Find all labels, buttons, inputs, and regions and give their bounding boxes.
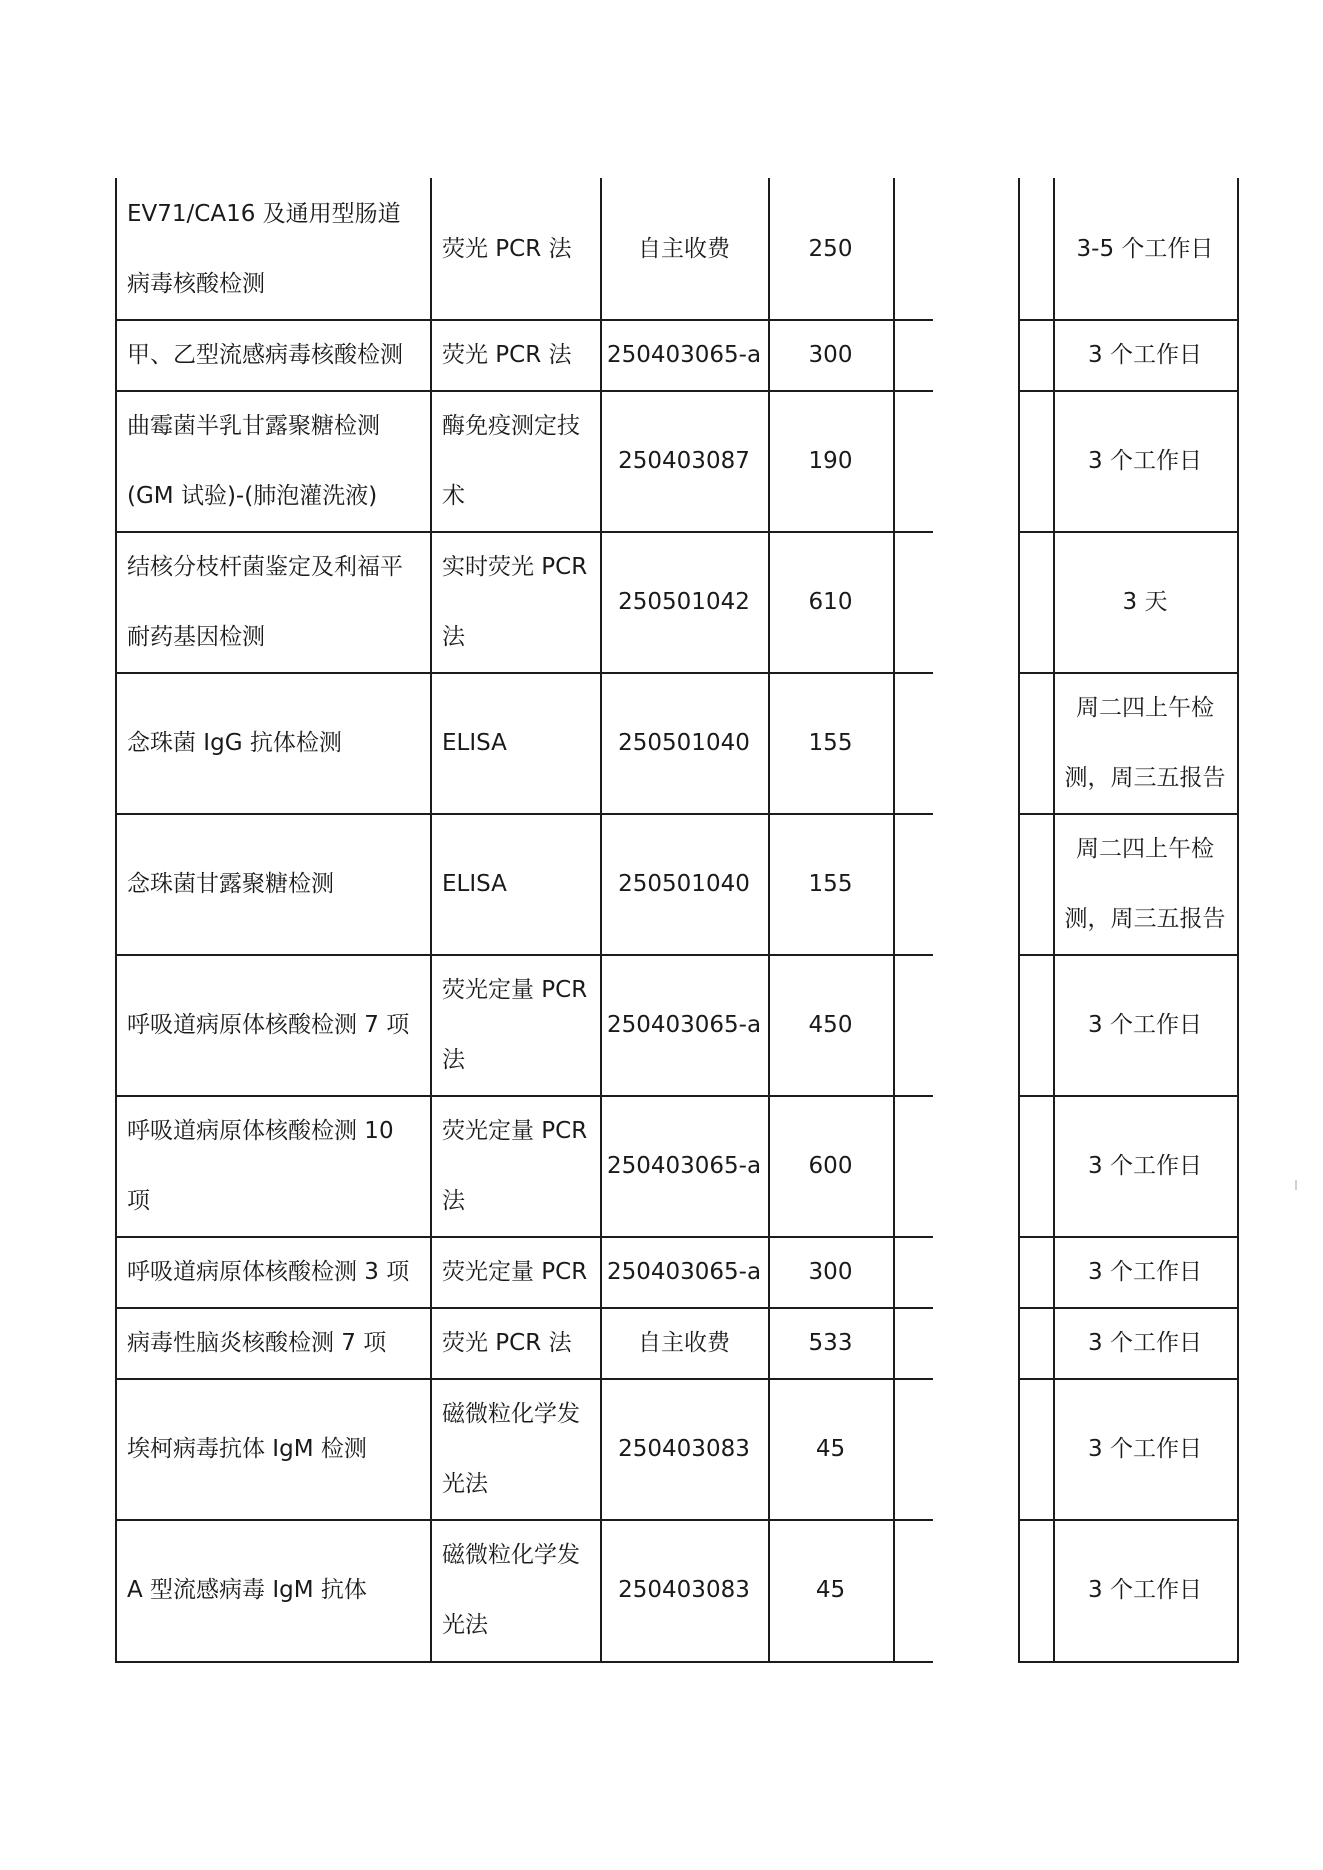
price-cell bbox=[768, 1236, 893, 1307]
column-rule bbox=[1018, 178, 1020, 1661]
item-name-cell-text: 曲霉菌半乳甘露聚糖检测(GM 试验)-(肺泡灌洗液) bbox=[127, 412, 380, 509]
method-cell-text: 荧光 PCR 法 bbox=[442, 341, 572, 368]
method-cell-text: 磁微粒化学发光法 bbox=[442, 1400, 580, 1497]
item-name-cell bbox=[115, 1378, 430, 1519]
fee-code-cell-text: 250501040 bbox=[618, 729, 750, 756]
turnaround-cell-text: 3 个工作日 bbox=[1088, 1011, 1202, 1038]
item-name-cell-text: 念珠菌 IgG 抗体检测 bbox=[127, 729, 342, 756]
row-rule bbox=[1018, 1661, 1239, 1663]
turnaround-cell-text: 3 个工作日 bbox=[1088, 1258, 1202, 1285]
fee-code-cell-text: 250403065-a bbox=[606, 1258, 762, 1285]
turnaround-cell bbox=[1053, 1236, 1237, 1307]
item-name-cell bbox=[115, 1307, 430, 1378]
method-cell bbox=[430, 319, 600, 390]
item-name-cell bbox=[115, 954, 430, 1095]
item-name-cell bbox=[115, 1236, 430, 1307]
method-cell-text: ELISA bbox=[442, 729, 507, 756]
turnaround-cell-text: 3 个工作日 bbox=[1088, 1577, 1202, 1603]
price-cell-text: 300 bbox=[808, 1258, 853, 1285]
price-cell bbox=[768, 672, 893, 813]
item-name-cell-text: 念珠菌甘露聚糖检测 bbox=[127, 870, 334, 897]
item-name-cell bbox=[115, 813, 430, 954]
price-cell bbox=[768, 1307, 893, 1378]
fee-code-cell bbox=[600, 672, 768, 813]
fee-code-cell-text: 250403065-a bbox=[606, 1152, 762, 1179]
item-name-cell bbox=[115, 1095, 430, 1236]
turnaround-cell-text: 3 天 bbox=[1122, 588, 1168, 615]
price-cell bbox=[768, 813, 893, 954]
price-cell-text: 155 bbox=[808, 729, 853, 756]
turnaround-cell bbox=[1053, 390, 1237, 531]
method-cell bbox=[430, 813, 600, 954]
turnaround-cell bbox=[1053, 1519, 1237, 1661]
item-name-cell bbox=[115, 672, 430, 813]
method-cell-text: 荧光 PCR 法 bbox=[442, 1329, 572, 1356]
item-name-cell-text: 结核分枝杆菌鉴定及利福平耐药基因检测 bbox=[127, 553, 403, 650]
method-cell-text: 实时荧光 PCR 法 bbox=[442, 553, 588, 650]
price-cell bbox=[768, 954, 893, 1095]
item-name-cell bbox=[115, 178, 430, 319]
item-name-cell-text: 呼吸道病原体核酸检测 3 项 bbox=[127, 1258, 410, 1285]
fee-code-cell bbox=[600, 1236, 768, 1307]
scan-speck bbox=[1295, 1180, 1297, 1190]
fee-code-cell bbox=[600, 954, 768, 1095]
item-name-cell bbox=[115, 319, 430, 390]
fee-code-cell-text: 250403065-a bbox=[606, 341, 762, 368]
price-cell-text: 155 bbox=[808, 870, 853, 897]
fee-code-cell-text: 自主收费 bbox=[638, 1329, 730, 1356]
method-cell bbox=[430, 1378, 600, 1519]
fee-code-cell bbox=[600, 390, 768, 531]
fee-code-cell-text: 250403065-a bbox=[606, 1011, 762, 1038]
turnaround-cell bbox=[1053, 954, 1237, 1095]
column-rule bbox=[1237, 178, 1239, 1661]
method-cell bbox=[430, 178, 600, 319]
item-name-cell bbox=[115, 531, 430, 672]
method-cell-text: 荧光定量 PCR 法 bbox=[442, 976, 588, 1073]
fee-code-cell-text: 自主收费 bbox=[638, 235, 730, 262]
method-cell-text: 酶免疫测定技术 bbox=[442, 412, 580, 509]
fee-code-cell-text: 250403083 bbox=[618, 1577, 750, 1603]
turnaround-cell bbox=[1053, 319, 1237, 390]
method-cell-text: 荧光 PCR 法 bbox=[442, 235, 572, 262]
price-cell-text: 450 bbox=[808, 1011, 853, 1038]
item-name-cell-text: 呼吸道病原体核酸检测 10 项 bbox=[127, 1117, 394, 1214]
fee-code-cell bbox=[600, 1307, 768, 1378]
price-cell bbox=[768, 1095, 893, 1236]
price-cell bbox=[768, 531, 893, 672]
turnaround-cell-text: 周二四上午检测，周三五报告 bbox=[1064, 694, 1226, 791]
item-name-cell-text: 埃柯病毒抗体 IgM 检测 bbox=[127, 1435, 367, 1462]
price-cell-text: 300 bbox=[808, 341, 853, 368]
fee-code-cell bbox=[600, 319, 768, 390]
method-cell-text: ELISA bbox=[442, 870, 507, 897]
item-name-cell bbox=[115, 1519, 430, 1661]
fee-code-cell bbox=[600, 1378, 768, 1519]
method-cell bbox=[430, 390, 600, 531]
method-cell bbox=[430, 1236, 600, 1307]
turnaround-cell bbox=[1053, 672, 1237, 813]
price-cell-text: 533 bbox=[808, 1329, 853, 1356]
turnaround-cell bbox=[1053, 531, 1237, 672]
item-name-cell-text: A 型流感病毒 IgM 抗体 bbox=[127, 1577, 367, 1603]
fee-code-cell bbox=[600, 1519, 768, 1661]
price-cell-text: 250 bbox=[808, 235, 853, 262]
fee-code-cell bbox=[600, 1095, 768, 1236]
method-cell bbox=[430, 672, 600, 813]
item-name-cell-text: 呼吸道病原体核酸检测 7 项 bbox=[127, 1011, 410, 1038]
price-cell bbox=[768, 319, 893, 390]
fee-code-cell bbox=[600, 813, 768, 954]
item-name-cell-text: 甲、乙型流感病毒核酸检测 bbox=[127, 341, 403, 368]
price-cell bbox=[768, 390, 893, 531]
price-cell-text: 610 bbox=[808, 588, 853, 615]
item-name-cell-text: EV71/CA16 及通用型肠道病毒核酸检测 bbox=[127, 200, 401, 297]
price-cell-text: 45 bbox=[815, 1435, 846, 1462]
fee-code-cell-text: 250403087 bbox=[618, 447, 750, 474]
method-cell bbox=[430, 954, 600, 1095]
item-name-cell-text: 病毒性脑炎核酸检测 7 项 bbox=[127, 1329, 387, 1356]
turnaround-cell-text: 3 个工作日 bbox=[1088, 1435, 1202, 1462]
turnaround-cell-text: 3-5 个工作日 bbox=[1076, 235, 1214, 262]
turnaround-cell bbox=[1053, 1307, 1237, 1378]
turnaround-cell bbox=[1053, 813, 1237, 954]
fee-code-cell bbox=[600, 531, 768, 672]
turnaround-cell-text: 周二四上午检测，周三五报告 bbox=[1064, 835, 1226, 932]
method-cell bbox=[430, 1095, 600, 1236]
fee-code-cell-text: 250403083 bbox=[618, 1435, 750, 1462]
method-cell bbox=[430, 1519, 600, 1661]
price-cell-text: 600 bbox=[808, 1152, 853, 1179]
turnaround-cell-text: 3 个工作日 bbox=[1088, 341, 1202, 368]
row-rule bbox=[115, 1661, 933, 1663]
fee-code-cell-text: 250501042 bbox=[618, 588, 750, 615]
turnaround-cell bbox=[1053, 178, 1237, 319]
price-cell bbox=[768, 178, 893, 319]
price-cell bbox=[768, 1378, 893, 1519]
method-cell-text: 荧光定量 PCR bbox=[442, 1258, 588, 1285]
price-cell bbox=[768, 1519, 893, 1661]
price-cell-text: 45 bbox=[815, 1577, 846, 1603]
turnaround-cell bbox=[1053, 1378, 1237, 1519]
method-cell-text: 荧光定量 PCR 法 bbox=[442, 1117, 588, 1214]
item-name-cell bbox=[115, 390, 430, 531]
method-cell bbox=[430, 1307, 600, 1378]
turnaround-cell-text: 3 个工作日 bbox=[1088, 1329, 1202, 1356]
column-rule bbox=[893, 178, 895, 1661]
fee-code-cell bbox=[600, 178, 768, 319]
price-cell-text: 190 bbox=[808, 447, 853, 474]
turnaround-cell-text: 3 个工作日 bbox=[1088, 447, 1202, 474]
fee-code-cell-text: 250501040 bbox=[618, 870, 750, 897]
method-cell-text: 磁微粒化学发光法 bbox=[442, 1542, 580, 1638]
method-cell bbox=[430, 531, 600, 672]
turnaround-cell bbox=[1053, 1095, 1237, 1236]
turnaround-cell-text: 3 个工作日 bbox=[1088, 1152, 1202, 1179]
